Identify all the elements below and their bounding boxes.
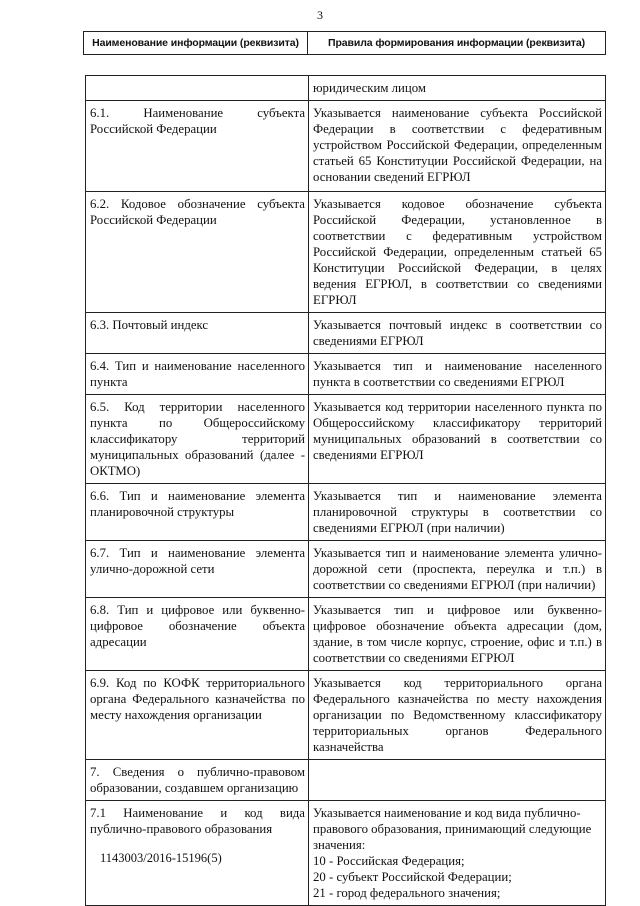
- requisite-rule: Указывается кодовое обозначение субъекта Российской Федерации, установленное в соответствии с федеративным устройством Российской Федерации, определенным статьей 65 Конституции Российской Федерации, в целях ведения ЕГРЮЛ, в соответствии со сведениями ЕГРЮЛ: [309, 192, 606, 313]
- table-row: [86, 192, 606, 313]
- requisite-rule: [309, 760, 606, 801]
- requisite-rule: Указывается тип и наименование элемента планировочной структуры в соответствии со сведениями ЕГРЮЛ (при наличии): [309, 484, 606, 541]
- requisite-rule: Указывается почтовый индекс в соответствии со сведениями ЕГРЮЛ: [309, 313, 606, 354]
- requisite-rule: юридическим лицом: [309, 76, 606, 101]
- requisite-name: 6.3. Почтовый индекс: [86, 313, 309, 354]
- requisite-name: 6.2. Кодовое обозначение субъекта Российской Федерации: [86, 192, 309, 313]
- requisite-rule: Указывается тип и цифровое или буквенно-цифровое обозначение объекта адресации (дом, здание, в том числе корпус, строение, офис и т.п.) в соответствии со сведениями ЕГРЮЛ: [309, 598, 606, 671]
- table-row: [86, 760, 606, 801]
- column-header: [83, 31, 606, 55]
- table-row: [86, 354, 606, 395]
- table-row: [86, 76, 606, 101]
- requisite-name: 6.4. Тип и наименование населенного пункта: [86, 354, 309, 395]
- requisite-name: 6.6. Тип и наименование элемента планировочной структуры: [86, 484, 309, 541]
- header-col-rule: Правила формирования информации (реквизита): [328, 37, 585, 49]
- requisite-rule: Указывается код территории населенного пункта по Общероссийскому классификатору территорий муниципальных образований в соответствии со сведениями ЕГРЮЛ: [309, 395, 606, 484]
- requisite-name: 7.1 Наименование и код вида публично-правового образования: [86, 801, 309, 906]
- requisite-name: 6.7. Тип и наименование элемента улично-дорожной сети: [86, 541, 309, 598]
- header-col-name: Наименование информации (реквизита): [84, 32, 308, 54]
- table-row: [86, 598, 606, 671]
- requisite-name: 6.1. Наименование субъекта Российской Федерации: [86, 101, 309, 192]
- requisites-table: [85, 75, 606, 906]
- table-row: [86, 484, 606, 541]
- requisite-name: 6.9. Код по КОФК территориального органа Федерального казначейства по месту нахождения организации: [86, 671, 309, 760]
- requisite-name: 6.5. Код территории населенного пункта по Общероссийскому классификатору территорий муниципальных образований (далее - ОКТМО): [86, 395, 309, 484]
- requisite-rule: Указывается код территориального органа Федерального казначейства по месту нахождения организации по Ведомственному классификатору территориальных органов Федерального казначейства: [309, 671, 606, 760]
- document-id: 1143003/2016-15196(5): [100, 851, 222, 865]
- requisite-name: [86, 76, 309, 101]
- requisite-name: 7. Сведения о публично-правовом образовании, создавшем организацию: [86, 760, 309, 801]
- page-number: 3: [317, 8, 323, 22]
- table-row: [86, 101, 606, 192]
- requisite-name: 6.8. Тип и цифровое или буквенно-цифровое обозначение объекта адресации: [86, 598, 309, 671]
- table-row: [86, 313, 606, 354]
- requisite-rule: Указывается наименование субъекта Российской Федерации в соответствии с федеративным устройством Российской Федерации, определенным статьей 65 Конституции Российской Федерации, на основании сведений ЕГРЮЛ: [309, 101, 606, 192]
- table-row: [86, 395, 606, 484]
- table-row: [86, 541, 606, 598]
- requisite-rule: Указывается тип и наименование населенного пункта в соответствии со сведениями ЕГРЮЛ: [309, 354, 606, 395]
- table-row: [86, 671, 606, 760]
- requisite-rule: Указывается наименование и код вида публично-правового образования, принимающий следующие значения: 10 - Российская Федерация; 20 - субъект Российской Федерации; 21 - город федерального значения;: [309, 801, 606, 906]
- requisite-rule: Указывается тип и наименование элемента улично-дорожной сети (проспекта, переулка и т.п.) в соответствии со сведениями ЕГРЮЛ (при наличии): [309, 541, 606, 598]
